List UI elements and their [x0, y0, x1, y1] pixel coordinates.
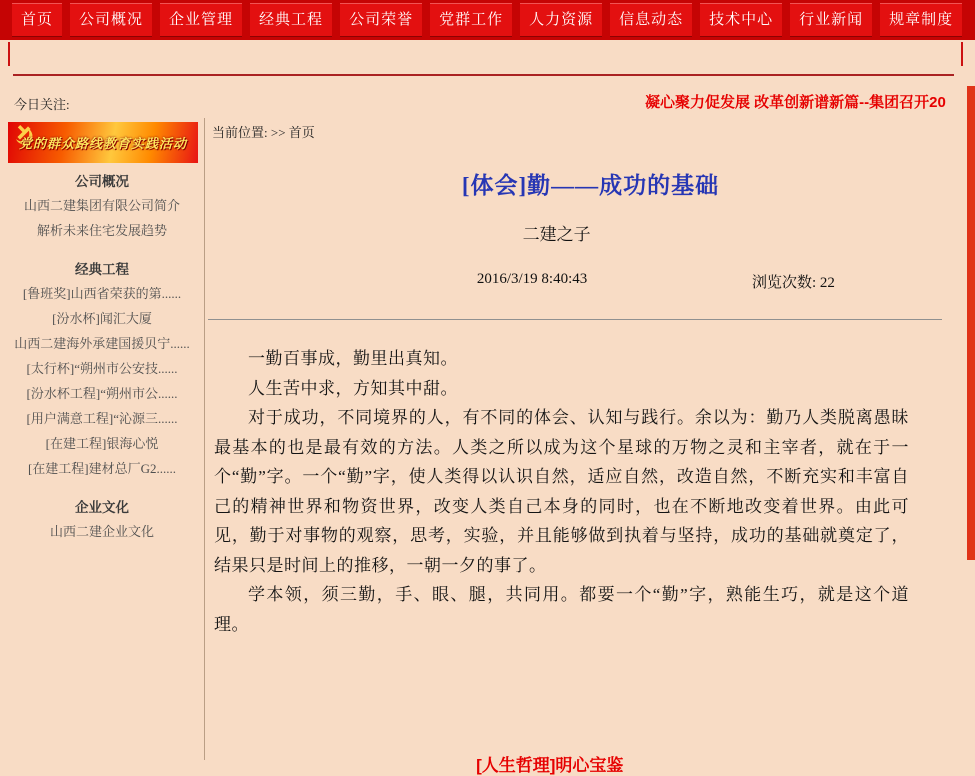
sidebar-sections [0, 171, 204, 544]
breadcrumb-home-link[interactable]: 首页 [288, 125, 315, 140]
sidebar-link[interactable]: 山西二建海外承建国援贝宁...... [14, 336, 190, 351]
article-paragraph: 人生苦中求，方知其中甜。 [248, 378, 458, 398]
sidebar-section-title: 企业文化 [75, 500, 129, 515]
sidebar-link[interactable]: [汾水杯]闻汇大厦 [52, 311, 152, 326]
banner-border-right [961, 42, 963, 66]
nav-item-6[interactable]: 党群工作 [430, 3, 512, 37]
sidebar-link[interactable]: [太行杯]“朔州市公安技...... [26, 361, 178, 376]
article-title: [体会]勤——成功的基础 [461, 173, 720, 198]
nav-item-1[interactable]: 首页 [12, 3, 62, 37]
article-paragraph: 一勤百事成，勤里出真知。 [248, 349, 458, 368]
breadcrumb-label: 当前位置: >> [212, 125, 286, 140]
nav-item-7[interactable]: 人力资源 [520, 3, 602, 37]
sidebar-link[interactable]: [汾水杯工程]“朔州市公...... [26, 386, 178, 401]
news-marquee-text: 凝心聚力促发展 改革创新谱新篇--集团召开20 [645, 94, 946, 111]
sidebar-banner-image[interactable] [8, 122, 198, 163]
sidebar-link[interactable]: [鲁班奖]山西省荣获的第...... [22, 286, 182, 301]
sidebar-banner-text: 党的群众路线教育实践活动 [18, 136, 187, 151]
article-body [214, 344, 909, 639]
nav-item-9[interactable]: 技术中心 [700, 3, 782, 37]
sidebar-section [0, 497, 204, 544]
nav-item-11[interactable]: 规章制度 [880, 3, 962, 37]
sidebar-section [0, 171, 204, 243]
sidebar-link[interactable]: [用户满意工程]“沁源三...... [26, 411, 178, 426]
nav-item-10[interactable]: 行业新闻 [790, 3, 872, 37]
today-focus-label: 今日关注: [14, 97, 70, 112]
main-content [206, 118, 975, 775]
article-meta [206, 271, 975, 291]
sidebar-link[interactable]: 解析未来住宅发展趋势 [36, 223, 167, 238]
article-author: 二建之子 [522, 225, 591, 244]
sidebar-link[interactable]: [在建工程]银海心悦 [45, 436, 159, 451]
nav-item-2[interactable]: 公司概况 [70, 3, 152, 37]
news-marquee-link[interactable] [645, 91, 967, 111]
article-date: 2016/3/19 8:40:43 [476, 271, 588, 287]
sidebar-section-title: 公司概况 [75, 174, 129, 189]
nav-item-4[interactable]: 经典工程 [250, 3, 332, 37]
top-navigation [0, 0, 975, 40]
sidebar-section-title: 经典工程 [75, 262, 129, 277]
meta-divider-line [208, 319, 942, 320]
sidebar-link[interactable]: 山西二建企业文化 [49, 524, 154, 539]
banner-border-left [8, 42, 10, 66]
nav-item-8[interactable]: 信息动态 [610, 3, 692, 37]
sidebar-link[interactable]: 山西二建集团有限公司简介 [23, 198, 180, 213]
breadcrumb [206, 118, 975, 141]
sidebar [0, 118, 205, 760]
article-paragraph: 学本领，须三勤，手、眼、腿，共同用。都要一个“勤”字，熟能生巧，就是这个道理。 [214, 585, 909, 634]
sidebar-link[interactable]: [在建工程]建材总厂G2...... [27, 461, 177, 476]
sidebar-section [0, 259, 204, 481]
banner-bottom-line [13, 74, 954, 76]
related-article-link[interactable]: [人生哲理]明心宝鉴 [476, 756, 624, 775]
article-view-count: 浏览次数: 22 [751, 275, 835, 291]
nav-item-5[interactable]: 公司荣誉 [340, 3, 422, 37]
article-paragraph: 对于成功，不同境界的人，有不同的体会、认知与践行。余以为：勤乃人类脱离愚昧最基本的也是最有效的方法。人类之所以成为这个星球的万物之灵和主宰者，就在于一个“勤”字。一个“勤”字，使人类得以认识自然，适应自然，改造自然，不断充实和丰富自己的精神世界和物资世界，改变人类自己本身的同时，也在不断地改变着世界。由此可见，勤于对事物的观察，思考，实验，并且能够做到执着与坚持，成功的基础就奠定了，结果只是时间上的推移，一朝一夕的事了。 [214, 408, 909, 575]
nav-item-3[interactable]: 企业管理 [160, 3, 242, 37]
